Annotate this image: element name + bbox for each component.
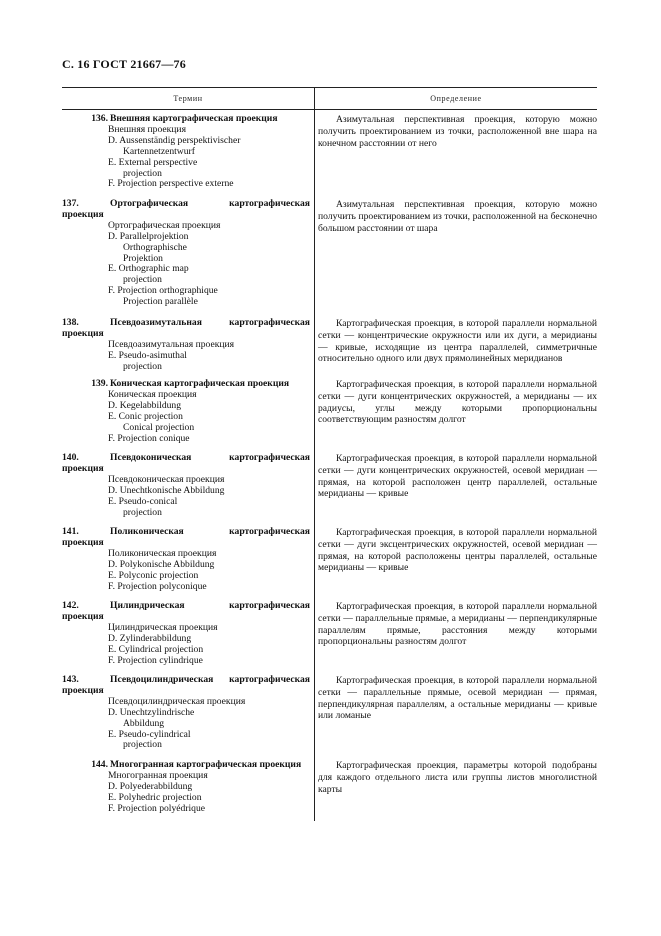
- term-cell: [62, 379, 310, 444]
- term-number: 143.: [62, 674, 79, 685]
- term-french: F. Projection polyconique: [108, 580, 207, 592]
- term-english: E. Orthographic map: [108, 263, 189, 275]
- term-german: D. Unechtzylindrische: [108, 706, 195, 718]
- term-heading-cont: проекция: [62, 610, 104, 622]
- term-french: F. Projection orthographique: [108, 285, 218, 297]
- term-german: D. Unechtkonische Abbildung: [108, 484, 225, 496]
- term-french: F. Projection cylindrique: [108, 654, 203, 666]
- definition-cell: Картографическая проекция, в которой параллели нормальной сетки — параллельные прямые, а меридианы — перпендикулярные параллелям прямые, расстояния между которыми пропорциональны разностям долгот: [318, 601, 597, 648]
- term-title: Внешняя картографическая проекция: [110, 113, 278, 124]
- term-english: E. Pseudo-cylindrical: [108, 728, 191, 740]
- term-english: E. Pseudo-conical: [108, 495, 178, 507]
- term-cell: [62, 318, 310, 373]
- term-synonym: Коническая проекция: [108, 388, 197, 400]
- term-synonym: Псевдоконическая проекция: [108, 473, 225, 485]
- term-cell: [62, 527, 310, 592]
- term-number: 140.: [62, 452, 79, 463]
- term-cell: [62, 114, 310, 190]
- column-header-term: Термин: [173, 94, 203, 103]
- term-cell: [62, 453, 310, 518]
- term-german: D. Polykonische Abbildung: [108, 558, 215, 570]
- term-cell: [62, 199, 310, 308]
- definition-cell: Картографическая проекция, в которой параллели нормальной сетки — концентрические окружности или их дуги, а меридианы — кривые, исходящие из центра параллелей, симметричные относительно одного или двух прямолинейных меридианов: [318, 318, 597, 365]
- definition-cell: Картографическая проекция, в которой параллели нормальной сетки — дуги концентрических окружностей, осевой меридиан — прямая, на которой расположен центр параллелей, остальные меридианы — кривые: [318, 453, 597, 500]
- term-german: D. Kegelabbildung: [108, 399, 182, 411]
- top-rule: [62, 87, 597, 88]
- page-header: С. 16 ГОСТ 21667—76: [62, 57, 186, 71]
- definition-cell: Картографическая проекция, в которой параллели нормальной сетки — дуги концентрических окружностей, а меридианы — их радиусы, углы между которыми пропорциональны соответствующим разностям долгот: [318, 379, 597, 426]
- term-title: Псевдоазимутальная картографическая: [110, 317, 310, 328]
- term-title: Многогранная картографическая проекция: [110, 759, 302, 770]
- column-header-rule: [62, 109, 597, 110]
- term-title: Псевдоконическая картографическая: [110, 452, 310, 463]
- term-german-cont: Kartennetzentwurf: [123, 145, 195, 157]
- term-english-cont: projection: [123, 506, 162, 518]
- term-english: E. Cylindrical projection: [108, 643, 204, 655]
- term-heading-cont: проекция: [62, 536, 104, 548]
- term-english-cont: Conical projection: [123, 421, 195, 433]
- definition-cell: Картографическая проекция, в которой параллели нормальной сетки — параллельные прямые, осевой меридиан — прямая, перпендикулярная параллелям, а остальные меридианы — кривые или ломаные: [318, 675, 597, 722]
- term-title: Ортографическая картографическая: [110, 198, 310, 209]
- term-synonym: Псевдоазимутальная проекция: [108, 338, 235, 350]
- column-divider: [314, 87, 315, 821]
- term-title: Цилиндрическая картографическая: [110, 600, 310, 611]
- term-title: Поликоническая картографическая: [110, 526, 310, 537]
- term-cell: [62, 675, 310, 751]
- term-french: F. Projection conique: [108, 432, 190, 444]
- column-header-definition: Определение: [430, 94, 482, 103]
- definition-cell: Азимутальная перспективная проекция, которую можно получить проектированием из точки, расположенной на бесконечно большом расстоянии от шара: [318, 199, 597, 234]
- term-synonym: Внешняя проекция: [108, 123, 186, 135]
- term-french: F. Projection perspective externe: [108, 178, 234, 190]
- term-english: E. External perspective: [108, 156, 198, 168]
- term-heading-cont: проекция: [62, 208, 104, 220]
- term-synonym: Псевдоцилиндрическая проекция: [108, 695, 246, 707]
- term-french: F. Projection polyédrique: [108, 802, 206, 814]
- term-number: 137.: [62, 198, 79, 209]
- term-heading-cont: проекция: [62, 684, 104, 696]
- term-title: Коническая картографическая проекция: [110, 378, 290, 389]
- term-german: D. Aussenständig perspektivischer: [108, 134, 241, 146]
- term-english: E. Polyhedric projection: [108, 791, 202, 803]
- term-number: 136.: [91, 113, 108, 124]
- term-number: 142.: [62, 600, 79, 611]
- term-synonym: Ортографическая проекция: [108, 219, 221, 231]
- term-french-cont: Projection parallèle: [123, 296, 198, 308]
- term-english-cont: projection: [123, 360, 162, 372]
- term-number: 139.: [91, 378, 108, 389]
- term-german-cont: Orthographische: [123, 241, 187, 253]
- term-english: E. Pseudo-asimuthal: [108, 349, 187, 361]
- term-german: D. Zylinderabbildung: [108, 632, 192, 644]
- term-german: D. Polyederabbildung: [108, 780, 193, 792]
- definition-cell: Азимутальная перспективная проекция, которую можно получить проектированием из точки, расположенной вне шара на конечном расстоянии от него: [318, 114, 597, 149]
- definition-cell: Картографическая проекция, в которой параллели нормальной сетки — дуги эксцентрических окружностей, осевой меридиан — прямая, на которой расположены центры параллелей, остальные меридианы — кривые: [318, 527, 597, 574]
- term-english-cont: projection: [123, 167, 162, 179]
- term-number: 144.: [91, 759, 108, 770]
- term-cell: [62, 601, 310, 666]
- term-synonym: Цилиндрическая проекция: [108, 621, 218, 633]
- term-german: D. Parallelprojektion: [108, 230, 189, 242]
- term-synonym: Многогранная проекция: [108, 769, 208, 781]
- term-english: E. Conic projection: [108, 410, 183, 422]
- term-german-cont: Projektion: [123, 252, 163, 264]
- term-number: 138.: [62, 317, 79, 328]
- term-number: 141.: [62, 526, 79, 537]
- term-title: Псевдоцилиндрическая картографическая: [110, 674, 310, 685]
- definition-cell: Картографическая проекция, параметры которой подобраны для каждого отдельного листа или группы листов многолистной карты: [318, 760, 597, 795]
- term-english: E. Polyconic projection: [108, 569, 199, 581]
- term-heading-cont: проекция: [62, 462, 104, 474]
- term-synonym: Поликоническая проекция: [108, 547, 217, 559]
- term-german-cont: Abbildung: [123, 717, 165, 729]
- term-heading: [62, 114, 310, 125]
- term-heading-cont: проекция: [62, 327, 104, 339]
- term-cell: [62, 760, 310, 815]
- term-english-cont: projection: [123, 739, 162, 751]
- term-english-cont: projection: [123, 274, 162, 286]
